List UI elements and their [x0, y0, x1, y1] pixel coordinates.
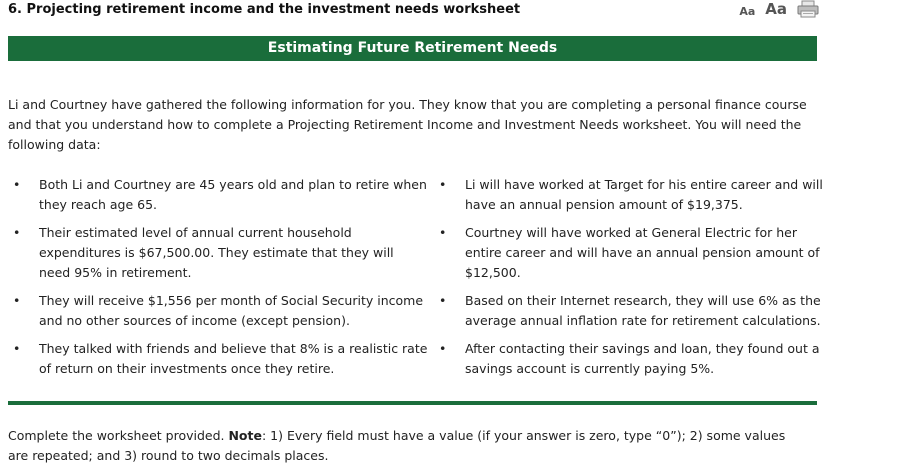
- section-divider: [8, 401, 817, 405]
- intro-paragraph: Li and Courtney have gathered the following information for you. They know that you are completing a personal finance course and that you understand how to complete a Projecting Retirement Income and Investment Needs worksheet. You will need the following data:: [8, 97, 807, 152]
- bullet-icon: •: [439, 177, 447, 192]
- list-item: • After contacting their savings and loan, they found out a savings account is currently paying 5%.: [439, 341, 820, 376]
- font-size-increase-button[interactable]: Aa: [765, 0, 787, 18]
- bullet-icon: •: [13, 177, 21, 192]
- print-icon[interactable]: [797, 0, 819, 18]
- bullet-list-right: [434, 175, 824, 387]
- list-item: • They will receive $1,556 per month of Social Security income and no other sources of income (except pension).: [13, 293, 424, 328]
- section-banner: Estimating Future Retirement Needs: [8, 36, 817, 61]
- bullet-icon: •: [13, 341, 21, 356]
- bullet-list-left: [8, 175, 428, 387]
- list-item: • Their estimated level of annual current household expenditures is $67,500.00. They estimate that they will need 95% in retirement.: [13, 225, 394, 280]
- list-item: • They talked with friends and believe that 8% is a realistic rate of return on their investments once they retire.: [13, 341, 428, 376]
- bullet-icon: •: [439, 293, 447, 308]
- font-size-decrease-button[interactable]: Aa: [739, 4, 756, 18]
- bullet-icon: •: [439, 225, 447, 240]
- list-item: • Based on their Internet research, they will use 6% as the average annual inflation rate for retirement calculations.: [439, 293, 821, 328]
- list-item: • Li will have worked at Target for his entire career and will have an annual pension amount of $19,375.: [439, 177, 823, 212]
- toolbar: [739, 0, 819, 18]
- list-item: • Both Li and Courtney are 45 years old and plan to retire when they reach age 65.: [13, 177, 427, 212]
- question-title: 6. Projecting retirement income and the investment needs worksheet: [8, 2, 521, 17]
- instructions-paragraph: Complete the worksheet provided. Note: 1) Every field must have a value (if your answer is zero, type “0”); 2) some values are repeated; and 3) round to two decimals places.: [8, 428, 786, 463]
- bullet-icon: •: [439, 341, 447, 356]
- bullet-icon: •: [13, 293, 21, 308]
- list-item: • Courtney will have worked at General Electric for her entire career and will have an annual pension amount of $12,500.: [439, 225, 820, 280]
- note-label: Note: [228, 428, 262, 443]
- bullet-icon: •: [13, 225, 21, 240]
